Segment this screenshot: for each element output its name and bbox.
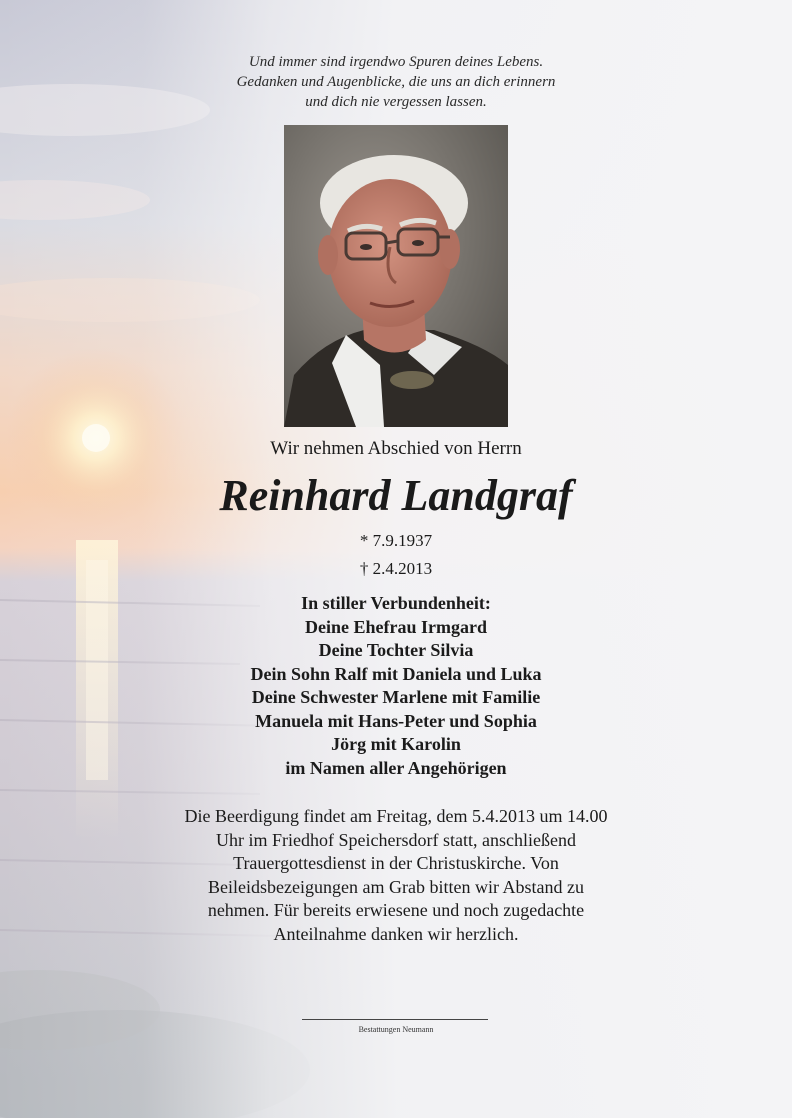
- funeral-line: Uhr im Friedhof Speichersdorf statt, anschließend: [216, 829, 576, 850]
- mourner-line: Jörg mit Karolin: [331, 734, 461, 754]
- memorial-poem: [0, 52, 792, 112]
- funeral-line: nehmen. Für bereits erwiesene und noch zugedachte: [207, 900, 585, 920]
- mourners-heading: In stiller Verbundenheit:: [301, 593, 491, 613]
- funeral-details: [0, 805, 792, 946]
- poem-line: Und immer sind irgendwo Spuren deines Lebens.: [248, 54, 544, 70]
- funeral-line: Anteilnahme danken wir herzlich.: [273, 923, 519, 944]
- mourner-line: Manuela mit Hans-Peter und Sophia: [255, 710, 537, 731]
- poem-line: Gedanken und Augenblicke, die uns an dich erinnern: [236, 74, 556, 90]
- death-date: † 2.4.2013: [359, 559, 433, 578]
- mourner-line: im Namen aller Angehörigen: [285, 757, 507, 778]
- deceased-name: Reinhard Landgraf: [219, 471, 573, 520]
- funeral-line: Beileidsbezeigungen am Grab bitten wir Abstand zu: [208, 876, 584, 897]
- funeral-line: Trauergottesdienst in der Christuskirche. Von: [233, 853, 559, 873]
- poem-line: und dich nie vergessen lassen.: [305, 94, 487, 110]
- mourner-line: Deine Schwester Marlene mit Familie: [251, 687, 541, 707]
- birth-date: * 7.9.1937: [359, 531, 433, 550]
- life-dates: [0, 527, 792, 583]
- funeral-line: Die Beerdigung findet am Freitag, dem 5.4.2013 um 14.00: [184, 806, 608, 826]
- mourner-line: Deine Tochter Silvia: [318, 640, 474, 660]
- farewell-intro: Wir nehmen Abschied von Herrn: [270, 438, 522, 459]
- divider-line: [302, 1019, 488, 1020]
- mourners-list: [0, 592, 792, 780]
- undertaker-name: Bestattungen Neumann: [358, 1025, 434, 1034]
- mourner-line: Deine Ehefrau Irmgard: [305, 616, 487, 637]
- portrait-photo: [284, 125, 508, 427]
- mourner-line: Dein Sohn Ralf mit Daniela und Luka: [250, 663, 542, 684]
